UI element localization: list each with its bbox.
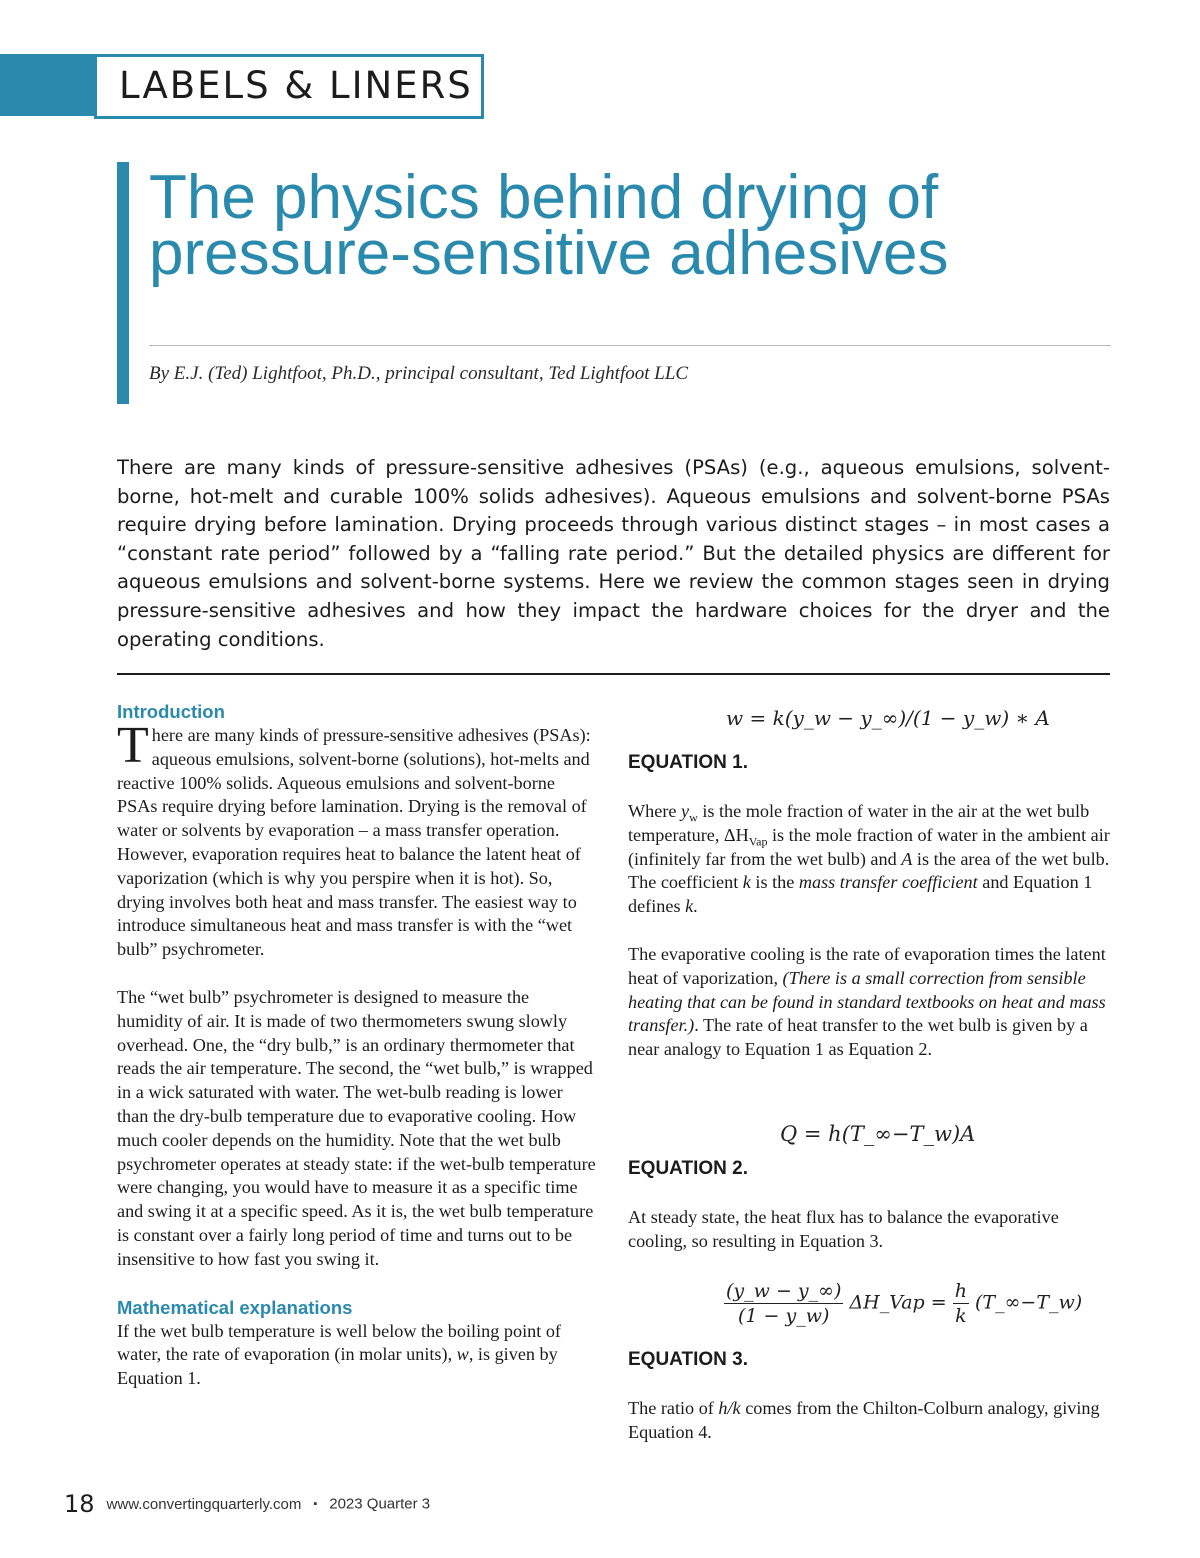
where-var-A: A [901,848,913,869]
section-label: LABELS & LINERS [119,64,473,107]
standfirst-divider [117,673,1110,675]
where-sub-w: w [689,810,698,825]
equation-3 [724,1280,1082,1327]
ratio-text-a: The ratio of [628,1398,719,1418]
steady-state-paragraph: At steady state, the heat flux has to balance the evaporative cooling, so resulting in Equation 3. [628,1207,1059,1251]
footer-separator: ▪ [313,1498,318,1510]
math-p1-text-b: , is given by Equation 1. [117,1344,558,1389]
eq3-right-numerator: h [954,1280,967,1302]
evap-text-a: The evaporative cooling is the rate of evaporation times the latent heat of vaporization, [628,943,1106,988]
where-var-y: y [681,801,690,821]
right-column-block-1 [628,800,1110,1062]
evap-italic-note: (There is a small correction from sensible heating that can be found in standard textbooks on heat and mass transfer.) [628,967,1106,1036]
where-var-k2: k [685,896,694,917]
where-text-e: is the [750,872,799,893]
ratio-paragraph [628,1397,1110,1445]
math-heading: Mathematical explanations [117,1296,353,1318]
intro-paragraph-1 [117,717,597,962]
equation-3-label: EQUATION 3. [628,1349,748,1370]
website-link[interactable]: www.convertingquarterly.com [106,1495,302,1513]
section-header [94,54,484,119]
byline: By E.J. (Ted) Lightfoot, Ph.D., principal consultant, Ted Lightfoot LLC [149,363,689,384]
article-title [149,163,1109,288]
where-var-k: k [742,872,751,893]
right-column-block-2 [628,1206,1110,1254]
right-column-block-3 [628,1397,1110,1445]
issue-label: 2023 Quarter 3 [329,1495,431,1513]
ratio-text-b: comes from the Chilton-Colburn analogy, giving Equation 4. [628,1398,1100,1442]
page-number: 18 [64,1490,95,1518]
math-p1-var: w [456,1344,469,1365]
title-divider [149,345,1111,346]
eq3-right-denominator: k [955,1305,967,1327]
where-text-f: and Equation 1 defines [628,872,1093,917]
equation-1: w = k(y_w − y_∞)/(1 − y_w) ∗ A [726,706,1050,730]
title-line-2: pressure-sensitive adhesives [149,219,949,288]
where-text-b: is the mole fraction of water in the air at the wet bulb temperature, ΔH [628,801,1090,845]
intro-paragraph-1-text: here are many kinds of pressure-sensitive adhesives (PSAs): aqueous emulsions, solvent-borne (solutions), hot-melts and reactive 100% solids. Aqueous emulsions and solvent-borne PSAs require drying before lamination. Drying is the removal of water or solvents by evaporation – a mass transfer operation. However, evaporation requires heat to balance the latent heat of vaporization (which is why you perspire when it is hot). So, drying involves both heat and mass transfer. The easiest way to introduce simultaneous heat and mass transfer is with the “wet bulb” psychrometer. [117,725,591,960]
left-column [117,700,597,1391]
standfirst: There are many kinds of pressure-sensitive adhesives (PSAs) (e.g., aqueous emulsions, solvent-borne, hot-melt and curable 100% solids adhesives). Aqueous emulsions and solvent-borne PSAs require drying before lamination. Drying proceeds through various distinct stages – in most cases a “constant rate period” followed by a “falling rate period.” But the detailed physics are different for aqueous emulsions and solvent-borne systems. Here we review the common stages seen in drying pressure-sensitive adhesives and how they impact the hardware choices for the dryer and the operating conditions. [117,456,1110,651]
where-sub-vap: Vap [748,834,768,849]
equation-1-label: EQUATION 1. [628,752,748,773]
eq3-middle: ΔH_Vap = [849,1291,947,1314]
equation-2-label: EQUATION 2. [628,1158,748,1179]
ratio-hk: h/k [718,1398,741,1418]
introduction-heading: Introduction [117,701,225,722]
section-color-band [0,54,96,116]
where-text-g: . [693,896,698,917]
eq3-right-fraction [953,1280,969,1327]
eq3-tail: (T_∞−T_w) [975,1291,1083,1314]
evaporative-cooling-paragraph [628,943,1110,1062]
intro-paragraph-2: The “wet bulb” psychrometer is designed to measure the humidity of air. It is made of two thermometers swung slowly overhead. One, the “dry bulb,” is an ordinary thermometer that reads the air temperature. The second, the “wet bulb,” is wrapped in a wick saturated with water. The wet-bulb reading is lower than the dry-bulb temperature due to evaporative cooling. How much cooler depends on the humidity. Note that the wet bulb psychrometer operates at steady state: if the wet-bulb temperature were changing, you would have to measure it as a specific time and swing it at a specific speed. As it is, the wet bulb temperature is constant over a fairly long period of time and turns out to be insensitive to how fast you swing it. [117,986,596,1269]
eq3-left-denominator: (1 − y_w) [737,1305,830,1327]
evap-text-b: . The rate of heat transfer to the wet bulb is given by a near analogy to Equation 1 as Equation 2. [628,1015,1088,1060]
where-paragraph [628,800,1110,919]
eq3-left-fraction [724,1280,843,1327]
title-accent-bar [117,162,129,404]
math-p1-text-a: If the wet bulb temperature is well below the boiling point of water, the rate of evaporation (in molar units), [117,1320,561,1365]
equation-2: Q = h(T_∞−T_w)A [780,1122,976,1146]
where-text-a: Where [628,801,682,821]
where-text-c: is the mole fraction of water in the ambient air (infinitely far from the wet bulb) and [628,824,1110,869]
where-mass-transfer-coefficient: mass transfer coefficient [798,872,978,893]
where-text-d: is the area of the wet bulb. The coefficient [628,848,1110,893]
page-footer [64,1490,430,1518]
title-line-1: The physics behind drying of [149,163,939,232]
eq3-left-numerator: (y_w − y_∞) [726,1280,842,1302]
drop-cap: T [117,717,149,774]
math-paragraph-1 [117,1320,597,1391]
